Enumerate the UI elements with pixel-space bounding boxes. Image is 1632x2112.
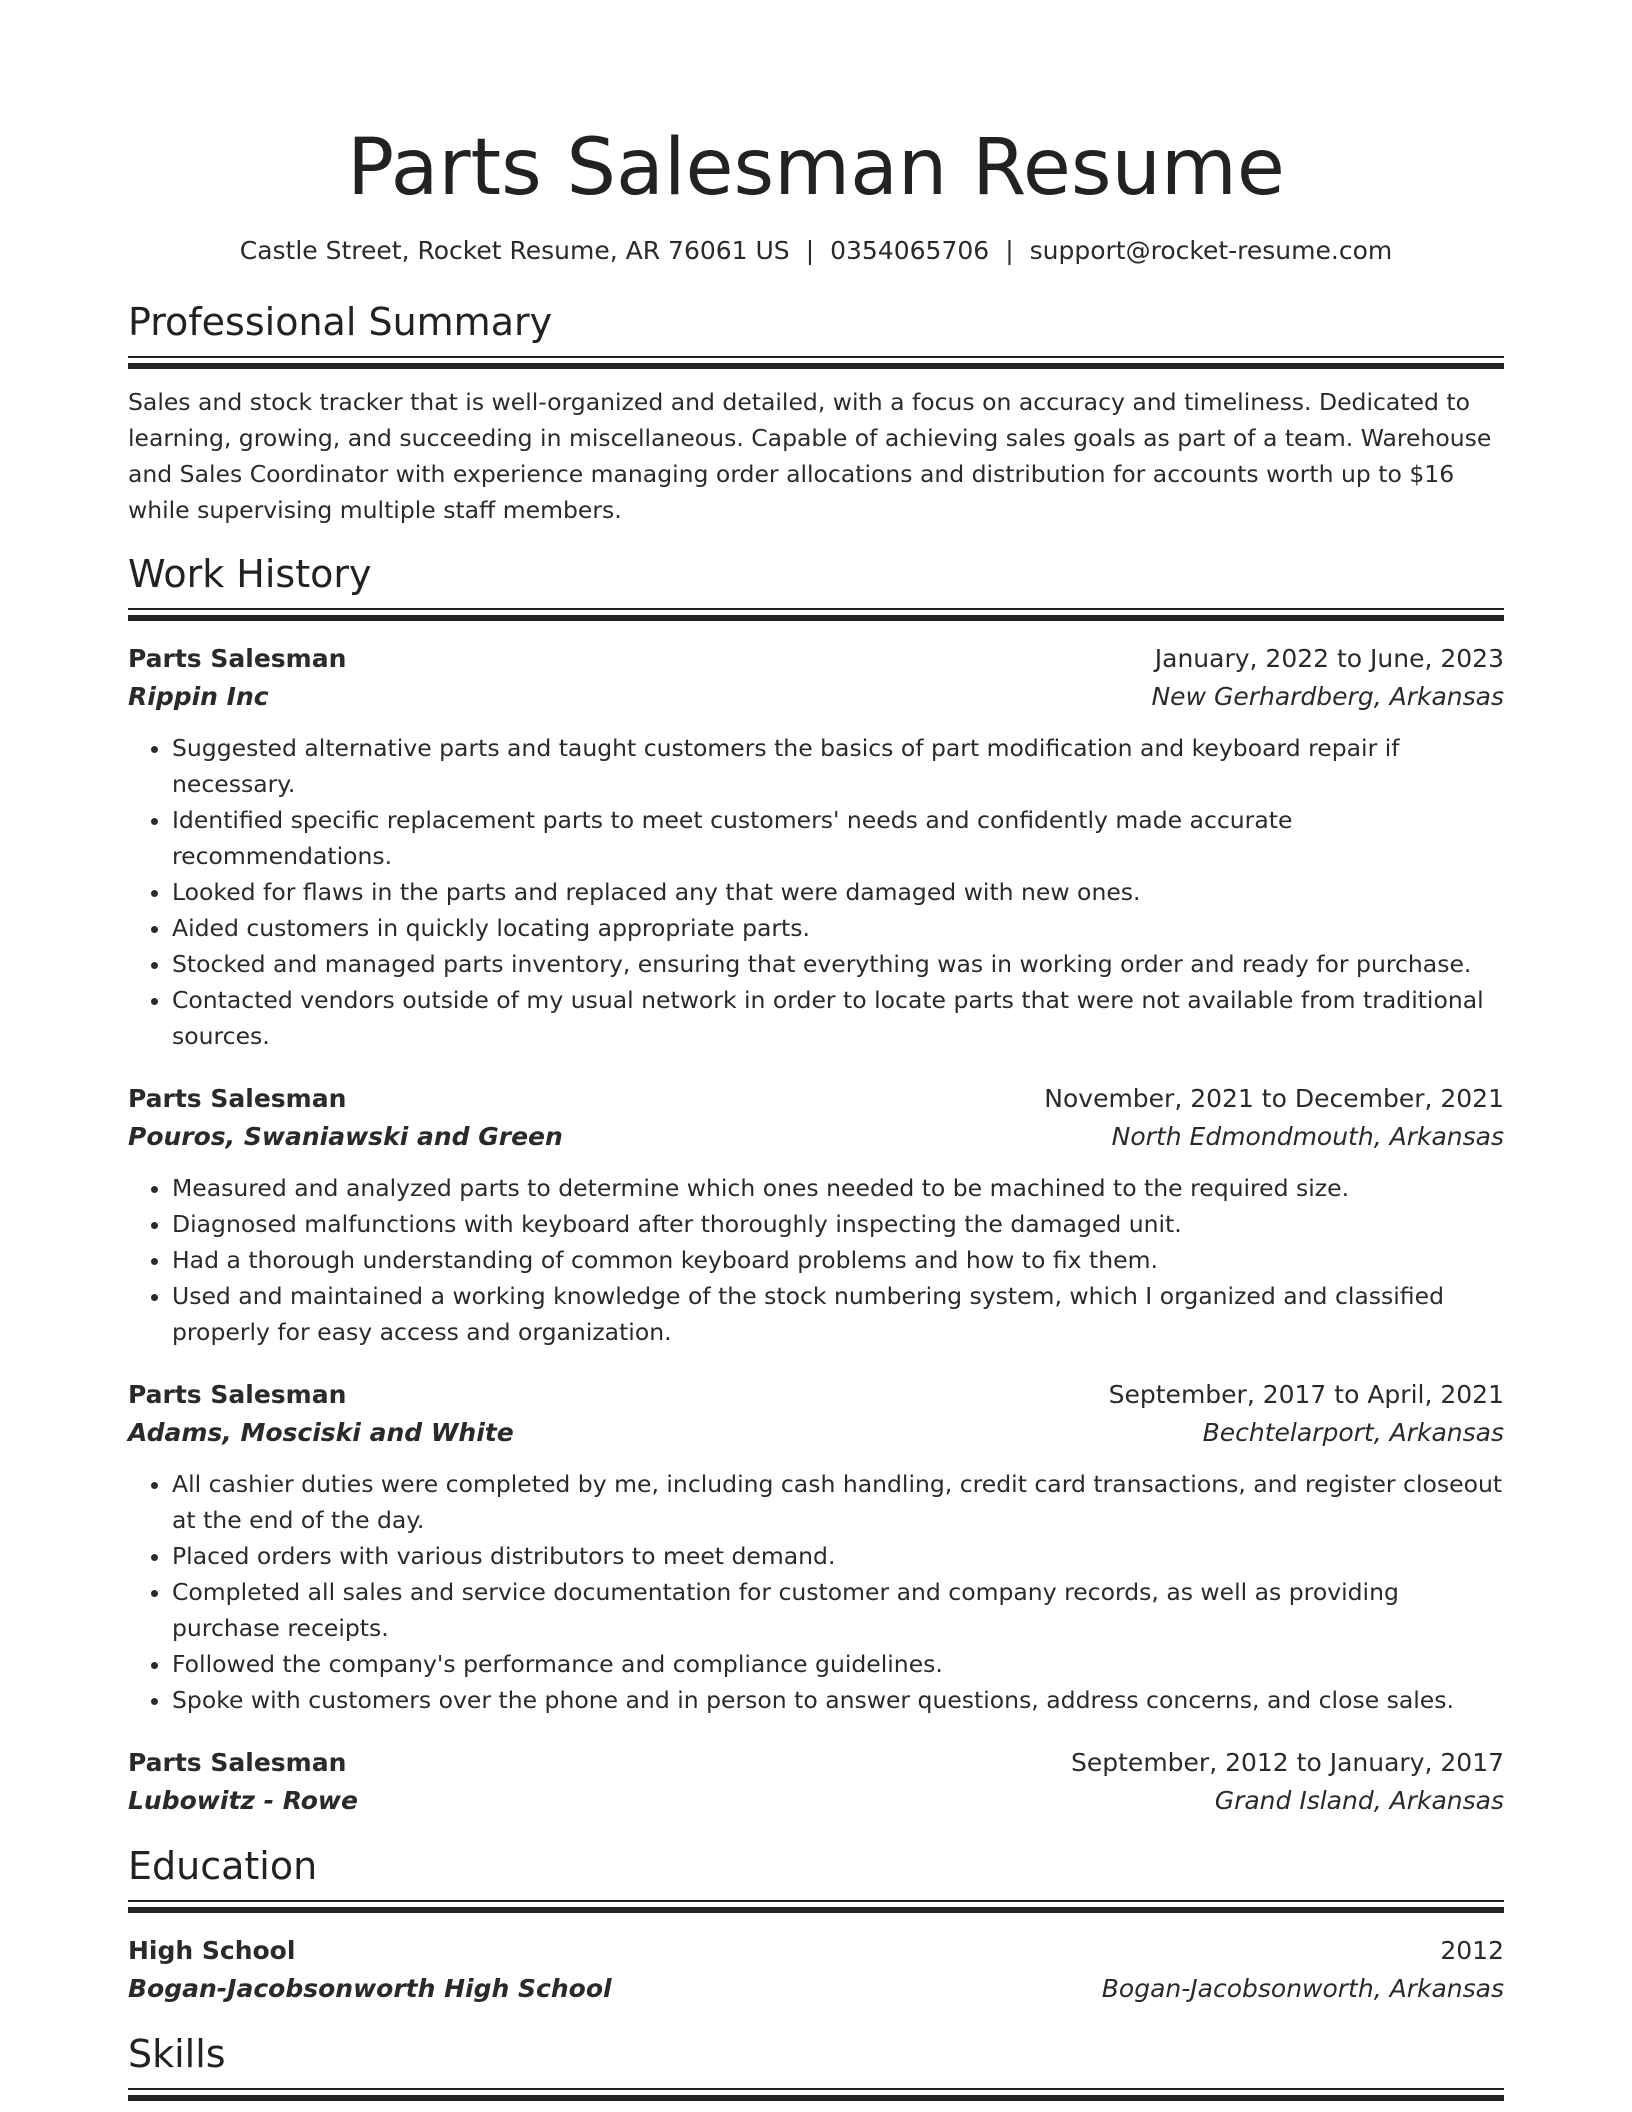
section-divider [128, 608, 1504, 622]
job-bullet: • Placed orders with various distributors to meet demand. [172, 1538, 1504, 1574]
job-subheader-row [128, 678, 1504, 716]
job-title: Parts Salesman [128, 1748, 347, 1777]
contact-email[interactable]: support@rocket-resume.com [1029, 236, 1393, 265]
education-degree: High School [128, 1936, 296, 1965]
education-entry [128, 1932, 1504, 2008]
job-entry [128, 1376, 1504, 1718]
job-subheader-row [128, 1118, 1504, 1156]
education-school: Bogan-Jacobsonworth High School [128, 1974, 612, 2003]
job-header-row [128, 1744, 1504, 1782]
job-company: Pouros, Swaniawski and Green [128, 1122, 563, 1151]
job-header-row [128, 640, 1504, 678]
section-heading-skills: Skills [128, 2032, 226, 2076]
job-bullet: • All cashier duties were completed by me, including cash handling, credit card transactions, and register closeout at the end of the day. [172, 1466, 1504, 1538]
job-company: Lubowitz - Rowe [128, 1786, 358, 1815]
job-company: Rippin Inc [128, 682, 269, 711]
job-entry [128, 1080, 1504, 1350]
job-location: North Edmondmouth, Arkansas [1111, 1122, 1504, 1151]
skills-section [128, 2030, 1504, 2102]
education-subheader-row [128, 1970, 1504, 2008]
job-bullet-list [128, 730, 1504, 1054]
job-bullet: • Used and maintained a working knowledge of the stock numbering system, which I organized and classified properly for easy access and organization. [172, 1278, 1504, 1350]
job-dates: January, 2022 to June, 2023 [1154, 644, 1504, 673]
section-heading-work-history: Work History [128, 552, 372, 596]
contact-separator: | [1005, 236, 1014, 265]
job-bullet: • Completed all sales and service documentation for customer and company records, as well as providing purchase receipts. [172, 1574, 1504, 1646]
job-subheader-row [128, 1782, 1504, 1820]
contact-phone: 0354065706 [830, 236, 990, 265]
summary-text: Sales and stock tracker that is well-organized and detailed, with a focus on accuracy and timeliness. Dedicated to learning, growing, and succeeding in miscellaneous. Capable of achieving sales goals as part of a team. Warehouse and Sales Coordinator with experience managing order allocations and distribution for accounts worth up to $16 while supervising multiple staff members. [128, 388, 1492, 524]
section-divider [128, 1900, 1504, 1914]
job-dates: September, 2017 to April, 2021 [1108, 1380, 1504, 1409]
education-location: Bogan-Jacobsonworth, Arkansas [1101, 1974, 1504, 2003]
resume-page [128, 0, 1504, 2102]
education-section [128, 1842, 1504, 2008]
job-location: Bechtelarport, Arkansas [1202, 1418, 1504, 1447]
job-header-row [128, 1080, 1504, 1118]
job-bullet: • Diagnosed malfunctions with keyboard after thoroughly inspecting the damaged unit. [172, 1206, 1504, 1242]
job-title: Parts Salesman [128, 1084, 347, 1113]
job-bullet-list [128, 1466, 1504, 1718]
job-title: Parts Salesman [128, 644, 347, 673]
summary-section [128, 298, 1504, 528]
job-bullet: • Had a thorough understanding of common keyboard problems and how to fix them. [172, 1242, 1504, 1278]
job-bullet: • Measured and analyzed parts to determine which ones needed to be machined to the required size. [172, 1170, 1504, 1206]
job-entry [128, 1744, 1504, 1820]
job-subheader-row [128, 1414, 1504, 1452]
section-heading-summary: Professional Summary [128, 300, 553, 344]
section-heading-education: Education [128, 1844, 318, 1888]
contact-line [128, 234, 1504, 268]
section-divider [128, 356, 1504, 370]
job-bullet-list [128, 1170, 1504, 1350]
job-header-row [128, 1376, 1504, 1414]
job-bullet: • Contacted vendors outside of my usual network in order to locate parts that were not available from traditional sources. [172, 982, 1504, 1054]
job-dates: November, 2021 to December, 2021 [1044, 1084, 1504, 1113]
work-history-section [128, 550, 1504, 1820]
contact-separator: | [805, 236, 815, 265]
job-location: Grand Island, Arkansas [1214, 1786, 1504, 1815]
job-bullet: • Identified specific replacement parts to meet customers' needs and confidently made accurate recommendations. [172, 802, 1504, 874]
job-company: Adams, Mosciski and White [128, 1418, 514, 1447]
job-bullet: • Suggested alternative parts and taught customers the basics of part modification and keyboard repair if necessary. [172, 730, 1504, 802]
resume-title: Parts Salesman Resume [347, 123, 1285, 213]
job-location: New Gerhardberg, Arkansas [1151, 682, 1504, 711]
job-title: Parts Salesman [128, 1380, 347, 1409]
job-bullet: • Stocked and managed parts inventory, ensuring that everything was in working order and ready for purchase. [172, 946, 1504, 982]
education-header-row [128, 1932, 1504, 1970]
section-divider [128, 2088, 1504, 2102]
contact-address: Castle Street, Rocket Resume, AR 76061 US [239, 236, 790, 265]
job-dates: September, 2012 to January, 2017 [1071, 1748, 1504, 1777]
education-year: 2012 [1440, 1936, 1504, 1965]
job-entry [128, 640, 1504, 1054]
job-bullet: • Followed the company's performance and compliance guidelines. [172, 1646, 1504, 1682]
job-bullet: • Looked for flaws in the parts and replaced any that were damaged with new ones. [172, 874, 1504, 910]
job-bullet: • Spoke with customers over the phone and in person to answer questions, address concerns, and close sales. [172, 1682, 1504, 1718]
job-bullet: • Aided customers in quickly locating appropriate parts. [172, 910, 1504, 946]
